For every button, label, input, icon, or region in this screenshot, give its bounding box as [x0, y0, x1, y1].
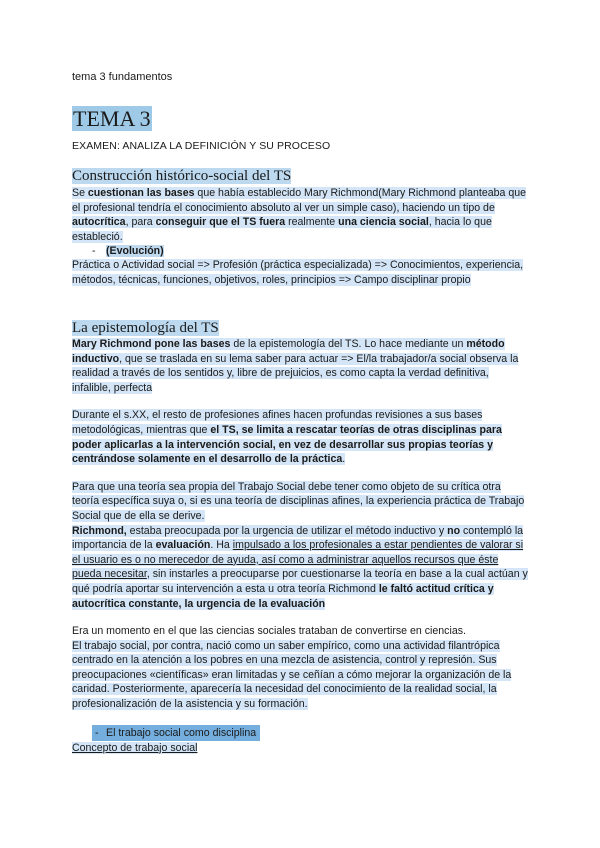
text-run: . — [342, 453, 346, 466]
paragraph — [72, 337, 528, 395]
title-text: TEMA 3 — [73, 106, 151, 131]
paragraph-text: El trabajo social, por contra, nació como un saber empírico, como una actividad filantrópica centrado en la atención a los pobres en una mezcla de asistencia, control y represión. Sus preocupaciones «científicas» eran limitadas y se ceñían a cómo mejorar la organización de la caridad. Posteriormente, aparecería la necesidad del conocimiento de la realidad social, la profesionalización de la asistencia y su formación. — [72, 639, 512, 711]
bullet-text: (Evolución) — [106, 245, 164, 258]
bold-run: evaluación — [155, 539, 211, 552]
paragraph-text — [72, 409, 502, 465]
text-run: contempló la importancia de la — [72, 524, 524, 552]
paragraph-text: Para que una teoría sea propia del Trabajo Social debe tener como objeto de su crítica otra teoría específica suya o, si es una teoría de disciplinas afines, la experiencia práctica de Trabajo Social que de ella se derive. — [72, 480, 525, 522]
bold-run: cuestionan las bases — [87, 187, 195, 199]
bullet-dash: - — [92, 245, 96, 258]
text-run: , sin instarles a preocuparse por cuestionarse la teoría en base a la cual actúan y qué podría aportar su intervención a esta u otra teoría Richmond — [72, 568, 528, 595]
text-run: , hacia lo que estableció. — [72, 216, 492, 243]
subheading-text: Concepto de trabajo social — [72, 741, 198, 754]
section-heading — [72, 320, 528, 337]
section-heading — [72, 168, 528, 185]
paragraph — [72, 258, 528, 287]
text-run: . Ha — [210, 539, 233, 552]
text-run: de la epistemología del TS. Lo hace mediante un — [230, 338, 467, 350]
section-heading-text: Construcción histórico-social del TS — [72, 168, 292, 184]
text-run: realmente — [285, 216, 339, 229]
paragraph-text: Práctica o Actividad social => Profesión (práctica especializada) => Conocimientos, experiencia, métodos, técnicas, funciones, objetivos, roles, principios => Campo disciplinar propio — [72, 259, 524, 286]
paragraph-text — [72, 187, 526, 243]
exam-note: EXAMEN: ANALIZA LA DEFINICIÓN Y SU PROCESO — [72, 140, 331, 152]
section-construccion — [72, 168, 528, 288]
paragraph — [72, 639, 528, 712]
paragraph — [72, 480, 528, 524]
bullet-dash: - — [92, 726, 99, 739]
document-title — [72, 107, 152, 131]
bold-run: no — [447, 524, 461, 537]
paragraph-text: Era un momento en el que las ciencias sociales trataban de convertirse en ciencias. — [72, 625, 466, 638]
bullet-item — [72, 725, 528, 741]
paragraph — [72, 624, 528, 639]
text-run: Se — [72, 187, 88, 199]
bold-run: Mary Richmond pone las bases — [72, 338, 231, 350]
text-run: que había establecido Mary Richmond(Mary Richmond planteaba que el profesional tendría el conocimiento absoluto al ver un simple caso), haciendo un tipo de — [72, 187, 527, 214]
paragraph-text — [72, 338, 518, 394]
section-epistemologia — [72, 320, 528, 755]
section-heading-text: La epistemología del TS — [72, 320, 219, 336]
bold-run: conseguir que el TS fuera — [155, 216, 286, 229]
text-run: impulsado a los profesionales a estar pendientes de valorar si el usuario es o no merecedor de ayuda, así como a administrar aquellos recursos que éste pueda necesitar — [72, 539, 524, 581]
bullet-highlight — [92, 725, 260, 741]
bold-run: le faltó actitud crítica y autocrítica constante, la urgencia de la evaluación — [72, 582, 494, 610]
bullet-item — [72, 244, 528, 258]
paragraph — [72, 408, 528, 466]
document-header-note: tema 3 fundamentos — [72, 71, 173, 83]
text-run: , para — [125, 216, 156, 229]
paragraph-text — [72, 525, 528, 610]
subheading — [72, 741, 528, 755]
bold-run: una ciencia social — [338, 216, 429, 229]
paragraph — [72, 524, 528, 612]
bold-run: Richmond, — [72, 524, 127, 537]
text-run: , que se traslada en su lema saber para actuar => El/la trabajador/a social observa la realidad a través de los sentidos y, libre de prejuicios, es como capta la verdad definitiva, infalible, perfecta — [72, 352, 519, 394]
paragraph — [72, 186, 528, 244]
bullet-text: El trabajo social como disciplina — [106, 726, 257, 739]
bold-run: autocrítica — [72, 216, 126, 229]
text-run: estaba preocupada por la urgencia de utilizar el método inductivo y — [126, 524, 448, 537]
text-run: Durante el s.XX, el resto de profesiones afines hacen profundas revisiones a sus bases metodológicas, mientras que — [72, 409, 483, 436]
bold-run: método inductivo — [72, 338, 505, 365]
bold-run: el TS, se limita a rescatar teorías de otras disciplinas para poder aplicarlas a la intervención social, en vez de desarrollar sus propias teorías y centrándose solamente en el desarrollo de la práctica — [72, 423, 502, 466]
